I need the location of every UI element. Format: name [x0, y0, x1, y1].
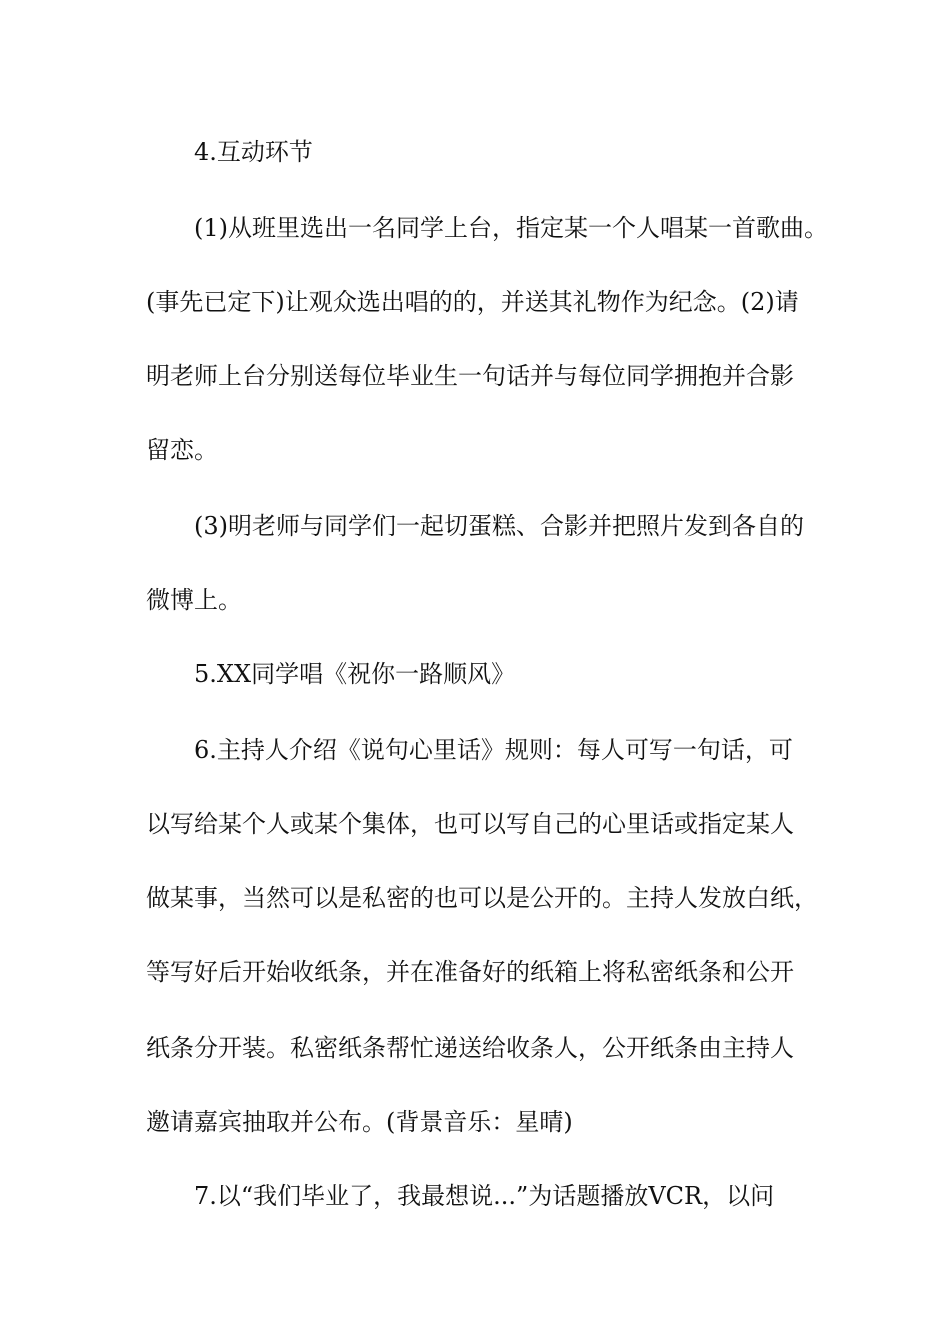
paragraph-line: 明老师上台分别送每位毕业生一句话并与每位同学拥抱并合影 [146, 362, 794, 390]
paragraph-line: 7.以“我们毕业了，我最想说...”为话题播放VCR，以问 [194, 1182, 775, 1210]
paragraph-line: 纸条分开装。私密纸条帮忙递送给收条人，公开纸条由主持人 [146, 1034, 794, 1062]
section-heading-interaction: 4.互动环节 [194, 138, 313, 166]
paragraph-line: 微博上。 [146, 586, 242, 614]
paragraph-line: 以写给某个人或某个集体，也可以写自己的心里话或指定某人 [146, 810, 794, 838]
paragraph-line: 邀请嘉宾抽取并公布。(背景音乐：星晴) [146, 1108, 573, 1136]
paragraph-line: 做某事，当然可以是私密的也可以是公开的。主持人发放白纸， [146, 884, 818, 912]
paragraph-line: (3)明老师与同学们一起切蛋糕、合影并把照片发到各自的 [194, 512, 804, 540]
paragraph-line: (事先已定下)让观众选出唱的的，并送其礼物作为纪念。(2)请 [146, 288, 799, 316]
section-heading-song: 5.XX同学唱《祝你一路顺风》 [194, 660, 516, 688]
paragraph-line: (1)从班里选出一名同学上台，指定某一个人唱某一首歌曲。 [194, 214, 828, 242]
paragraph-line: 留恋。 [146, 436, 218, 464]
paragraph-line: 等写好后开始收纸条，并在准备好的纸箱上将私密纸条和公开 [146, 958, 794, 986]
paragraph-line: 6.主持人介绍《说句心里话》规则：每人可写一句话，可 [194, 736, 793, 764]
